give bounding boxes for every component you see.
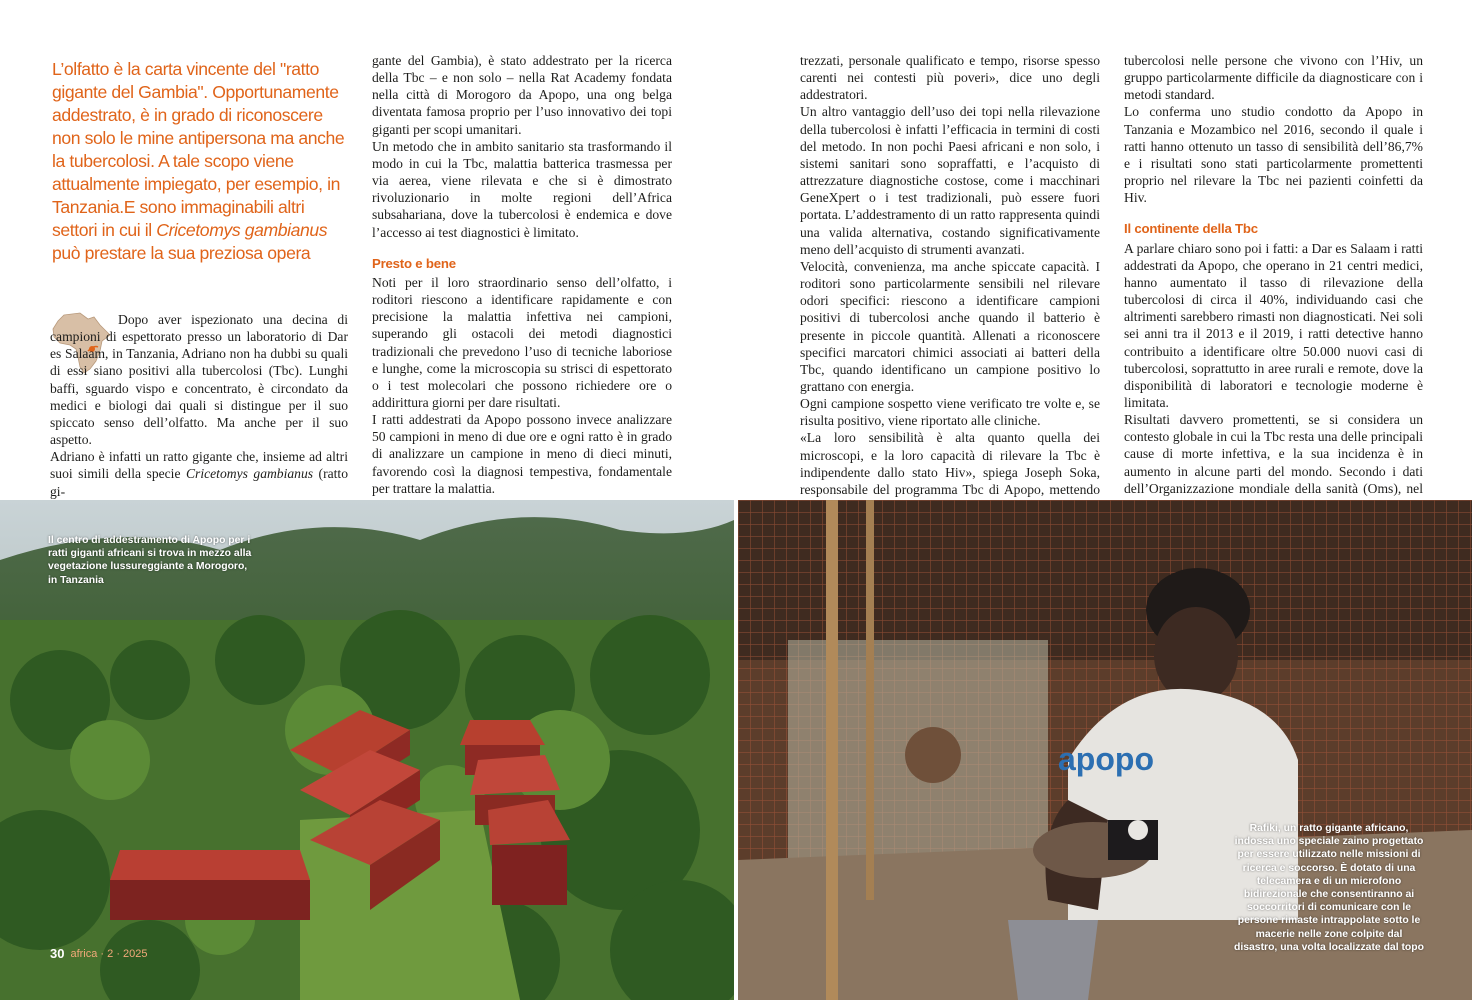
col3-paragraph-1: trezzati, personale qualificato e tempo, risorse spesso carenti nei contesti più poveri», dice uno degli addestratori. [800, 53, 1100, 103]
magazine-issue: africa · 2 · 2025 [70, 947, 148, 960]
col1-p2-text: Adriano è infatti un ratto gigante che, insieme ad altri suoi simili della specie [50, 449, 348, 482]
shirt-logo: apopo [1058, 741, 1154, 777]
col1-p2-tail: (ratto gi- [50, 466, 348, 499]
article-standfirst [52, 58, 352, 265]
col3-paragraph-3: Velocità, convenienza, ma anche spiccate capacità. I roditori sono particolarmente sensibili nel rilevare odori specifici: riescono a identificare campioni positivi di tubercolosi anche quando il batterio è presente in piccole quantità. Allenati a riconoscere specifici marcatori chimici associati ai batteri della Tbc, quando identificano un campione positivo lo grattano con energia. [800, 258, 1100, 394]
text-column-3 [800, 52, 1100, 532]
text-column-4 [1124, 52, 1423, 548]
col2-paragraph-2: Un metodo che in ambito sanitario sta trasformando il modo in cui la Tbc, malattia batterica trasmessa per via aerea, viene rilevata e che si è dimostrato rivoluzionario in molte regioni dell’Africa subsahariana, dove la tubercolosi è endemica e dove l’accesso ai test diagnostici è limitato. [372, 138, 672, 240]
col2-paragraph-1: gante del Gambia), è stato addestrato per la ricerca della Tbc – e non solo – nella Rat Academy fondata nella città di Morogoro da Apopo, una ong belga diventata famosa proprio per l’uso innovativo dei topi giganti per scopi umanitari. [372, 53, 672, 137]
col4-paragraph-1: tubercolosi nelle persone che vivono con l’Hiv, un gruppo particolarmente difficile da diagnosticare con i metodi standard. [1124, 53, 1423, 103]
left-photo-caption: Il centro di addestramento di Apopo per i ratti giganti africani si trova in mezzo alla vegetazione lussureggiante a Morogoro, in Tanzania [48, 535, 252, 586]
col1-paragraph-2 [50, 448, 348, 499]
col4-paragraph-3: A parlare chiaro sono poi i fatti: a Dar es Salaam i ratti addestrati da Apopo, che operano in 21 centri medici, hanno aumentato il tasso di rilevazione della tubercolosi di circa il 40%, individuando casi che altrimenti sarebbero rimasti non diagnosticati. Nei soli sei anni tra il 2013 e il 2019, i ratti detective hanno contribuito a identificare oltre 50.000 nuovi casi di tubercolosi, soprattutto in aree rurali e remote, dove la disponibilità di laboratori e tecnologie moderne è limitata. [1124, 240, 1423, 410]
col3-paragraph-4: Ogni campione sospetto viene verificato tre volte e, se risulta positivo, viene riportato alle cliniche. [800, 396, 1100, 429]
col2-paragraph-4: I ratti addestrati da Apopo possono invece analizzare 50 campioni in meno di due ore e ogni ratto è in grado di analizzare un campione in meno di dieci minuti, favorendo così la diagnosi tempestiva, fondamentale per trattare la malattia. [372, 412, 672, 496]
standfirst-species: Cricetomys gambianus [156, 220, 328, 240]
col4-paragraph-2: Lo conferma uno studio condotto da Apopo in Tanzania e Mozambico nel 2016, secondo il quale i ratti hanno ottenuto un tasso di sensibilità dell’86,7% e i risultati sono stati particolarmente promettenti proprio nel rilevare la Tbc nei pazienti coinfetti da Hiv. [1124, 104, 1423, 206]
col1-paragraph-1: Dopo aver ispezionato una decina di campioni di espettorato presso un laboratorio di Dar es Salaam, in Tanzania, Adriano non ha dubbi su quali di essi siano positivi alla tubercolosi (Tbc). Lunghi baffi, sguardo vispo e concentrato, è circondato da medici e biologi dai quali si distingue per il suo spiccato senso dell’olfatto. Ma anche per il suo aspetto. [50, 312, 348, 448]
col3-paragraph-2: Un altro vantaggio dell’uso dei topi nella rilevazione della tubercolosi è infatti l’efficacia in termini di costi del metodo. In non pochi Paesi africani e non solo, i sistemi sanitari sono sopraffatti, e l’acquisto di attrezzature diagnostiche costose, come i macchinari GeneXpert o i test tradizionali, può essere fuori portata. L’addestramento di un ratto rappresenta quindi una valida alternativa, costando significativamente meno dell’acquisto di strumenti avanzati. [800, 104, 1100, 257]
training-centre-photo [0, 500, 734, 1000]
page-folio [50, 946, 148, 961]
col1-p2-species: Cricetomys gambianus [185, 466, 314, 482]
trainer-with-rat-photo [738, 500, 1472, 1000]
page-number: 30 [50, 946, 65, 961]
standfirst-text-1: L’olfatto è la carta vincente del "ratto gigante del Gambia". Opportunamente addestrato, è in grado di riconoscere non solo le mine antipersona ma anche la tubercolosi. A tale scopo viene attualmente impiegato, per esempio, in Tanzania.E sono immaginabili altri settori in cui il [52, 59, 345, 240]
text-column-2 [372, 52, 672, 514]
col2-paragraph-3: Noti per il loro straordinario senso dell’olfatto, i roditori riescono a identificare rapidamente e con precisione la malattia infettiva nei campioni, superando gli ostacoli dei metodi diagnostici tradizionali che prevedono l’uso di tecniche laboriose e lunghe, come la microscopia su strisci di espettorato o i test molecolari che possono richiedere ore o addirittura giorni per dare risultati. [372, 274, 672, 410]
col3-paragraph-5: «La loro sensibilità è alta quanto quella dei microscopi, e la loro capacità di rilevare la Tbc è indipendente dallo stato Hiv», spiega Joseph Soka, responsabile del programma Tbc di Apopo, mettendo [800, 430, 1100, 497]
right-photo-caption: Rafiki, un ratto gigante africano, indossa uno speciale zaino progettato per essere utilizzato nelle missioni di ricerca e soccorso. È dotato di una telecamera e di un microfono bidirezionale che consentiranno ai soccorritori di comunicare con le persone rimaste intrappolate sotto le macerie nelle zone colpite dal disastro, una volta localizzate dal topo [1234, 823, 1424, 953]
standfirst-text-2: può prestare la sua preziosa opera [52, 243, 311, 263]
col4-paragraph-4: Risultati davvero promettenti, se si considera un contesto globale in cui la Tbc resta una delle principali cause di morte infettiva, e la sua incidenza è in aumento in alcune parti del mondo. Secondo i dati dell’Organizzazione mondiale della sanità (Oms), nel [1124, 412, 1423, 496]
section-heading-presto: Presto e bene [372, 255, 456, 271]
text-column-1 [50, 311, 348, 500]
section-heading-continente: Il continente della Tbc [1124, 221, 1258, 237]
